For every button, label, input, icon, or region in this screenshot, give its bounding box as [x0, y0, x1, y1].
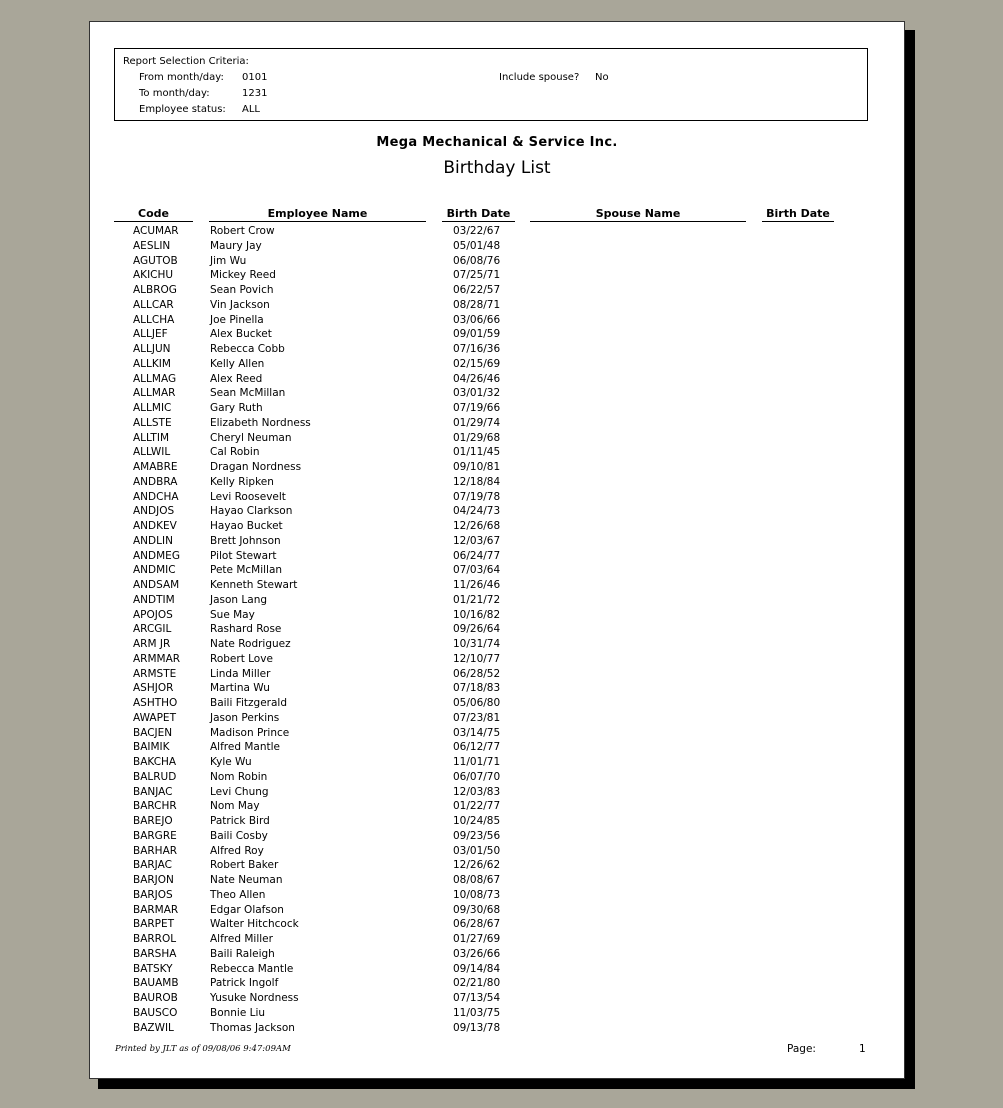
status-value: ALL	[242, 104, 260, 115]
employee-code: ANDBRA	[133, 475, 178, 488]
employee-name: Jim Wu	[210, 254, 247, 267]
employee-code: ARM JR	[133, 638, 171, 650]
employee-birth-date: 05/01/48	[453, 239, 501, 252]
employee-birth-date: 08/08/67	[453, 874, 501, 886]
employee-birth-date: 03/26/66	[453, 947, 501, 960]
employee-code: BAREJO	[133, 815, 173, 827]
employee-code: AKICHU	[133, 269, 174, 282]
employee-birth-date: 12/26/62	[453, 859, 501, 872]
employee-birth-date: 07/19/78	[453, 490, 501, 503]
table-row	[90, 755, 904, 770]
employee-name: Robert Crow	[210, 225, 275, 237]
employee-code: ANDMIC	[133, 564, 176, 577]
employee-birth-date: 04/24/73	[453, 505, 501, 518]
employee-code: ALLJUN	[133, 343, 171, 355]
table-row	[90, 608, 904, 623]
status-label: Employee status:	[139, 104, 226, 115]
employee-birth-date: 07/23/81	[453, 711, 501, 724]
criteria-heading: Report Selection Criteria:	[123, 56, 249, 67]
employee-birth-date: 02/21/80	[453, 977, 501, 990]
table-row	[90, 268, 904, 283]
spouse-value: No	[595, 72, 609, 83]
to-value: 1231	[242, 88, 268, 99]
employee-birth-date: 01/29/68	[453, 431, 501, 444]
employee-code: BARPET	[133, 918, 175, 931]
table-row	[90, 342, 904, 357]
employee-name: Baili Cosby	[210, 829, 268, 842]
employee-birth-date: 01/29/74	[453, 416, 501, 429]
employee-code: AESLIN	[133, 239, 171, 252]
table-row	[90, 578, 904, 593]
table-row	[90, 460, 904, 475]
employee-birth-date: 07/03/64	[453, 564, 501, 577]
table-row	[90, 962, 904, 977]
employee-code: ALBROG	[133, 284, 177, 296]
table-row	[90, 696, 904, 711]
employee-birth-date: 06/08/76	[453, 254, 501, 267]
employee-code: ASHJOR	[133, 682, 174, 695]
employee-name: Alfred Roy	[210, 844, 264, 857]
table-row	[90, 799, 904, 814]
employee-name: Alex Bucket	[210, 328, 272, 341]
employee-birth-date: 06/22/57	[453, 284, 501, 296]
employee-birth-date: 11/26/46	[453, 579, 501, 591]
employee-name: Levi Chung	[210, 785, 269, 798]
employee-birth-date: 07/13/54	[453, 992, 501, 1004]
employee-birth-date: 03/14/75	[453, 726, 501, 739]
employee-name: Jason Lang	[210, 593, 268, 606]
table-row	[90, 416, 904, 431]
employee-code: ANDCHA	[133, 490, 179, 503]
employee-code: ANDSAM	[133, 579, 180, 591]
employee-code: ACUMAR	[133, 225, 179, 237]
employee-name: Kelly Allen	[210, 357, 265, 370]
employee-code: ALLMAR	[133, 387, 176, 400]
table-row	[90, 563, 904, 578]
employee-name: Rebecca Cobb	[210, 343, 285, 355]
table-row	[90, 652, 904, 667]
employee-name: Cheryl Neuman	[210, 431, 292, 444]
table-row	[90, 903, 904, 918]
table-row	[90, 726, 904, 741]
employee-name: Alex Reed	[210, 372, 263, 385]
table-row	[90, 224, 904, 239]
employee-name: Gary Ruth	[210, 402, 263, 414]
employee-name: Maury Jay	[210, 239, 262, 252]
table-row	[90, 534, 904, 549]
employee-code: ARCGIL	[133, 623, 172, 636]
table-row	[90, 991, 904, 1006]
column-header-spouse-birth-date: Birth Date	[762, 207, 834, 222]
table-row	[90, 873, 904, 888]
employee-list	[90, 224, 904, 1035]
employee-code: BACJEN	[133, 726, 173, 739]
employee-birth-date: 06/24/77	[453, 549, 501, 562]
employee-name: Madison Prince	[210, 726, 290, 739]
employee-code: ALLCHA	[133, 313, 175, 326]
employee-name: Vin Jackson	[210, 298, 270, 311]
page-number: 1	[859, 1043, 866, 1055]
table-row	[90, 490, 904, 505]
employee-code: BARJAC	[133, 859, 172, 872]
employee-name: Baili Fitzgerald	[210, 697, 288, 709]
table-row	[90, 637, 904, 652]
table-row	[90, 770, 904, 785]
employee-birth-date: 07/16/36	[453, 343, 501, 355]
table-row	[90, 372, 904, 387]
table-row	[90, 386, 904, 401]
employee-birth-date: 07/18/83	[453, 682, 501, 695]
table-row	[90, 844, 904, 859]
employee-name: Rashard Rose	[210, 623, 282, 636]
from-label: From month/day:	[139, 72, 224, 83]
table-row	[90, 298, 904, 313]
employee-birth-date: 05/06/80	[453, 697, 501, 709]
employee-birth-date: 02/15/69	[453, 357, 501, 370]
employee-code: ALLTIM	[133, 431, 170, 444]
employee-name: Thomas Jackson	[210, 1021, 295, 1034]
report-title: Birthday List	[443, 158, 551, 178]
employee-code: ALLWIL	[133, 446, 171, 459]
employee-code: BARGRE	[133, 829, 177, 842]
employee-code: ARMSTE	[133, 667, 177, 680]
to-label: To month/day:	[139, 88, 210, 99]
table-row	[90, 327, 904, 342]
employee-birth-date: 08/28/71	[453, 298, 501, 311]
employee-birth-date: 09/23/56	[453, 829, 501, 842]
employee-birth-date: 12/26/68	[453, 520, 501, 532]
employee-code: AWAPET	[133, 711, 176, 724]
employee-birth-date: 01/22/77	[453, 800, 501, 813]
employee-name: Hayao Bucket	[210, 520, 283, 532]
column-header-birth-date: Birth Date	[442, 207, 515, 222]
company-name: Mega Mechanical & Service Inc.	[376, 135, 618, 150]
employee-name: Hayao Clarkson	[210, 505, 293, 518]
employee-name: Pete McMillan	[210, 564, 283, 577]
employee-code: BARMAR	[133, 903, 179, 916]
employee-code: BAKCHA	[133, 756, 177, 768]
employee-code: ALLMIC	[133, 402, 172, 414]
employee-code: ALLKIM	[133, 357, 171, 370]
employee-name: Dragan Nordness	[210, 461, 302, 473]
employee-name: Baili Raleigh	[210, 947, 275, 960]
employee-birth-date: 12/10/77	[453, 652, 501, 665]
employee-name: Kenneth Stewart	[210, 579, 298, 591]
table-row	[90, 622, 904, 637]
employee-code: BAUSCO	[133, 1006, 178, 1019]
selection-criteria-box	[114, 48, 868, 121]
employee-code: ALLMAG	[133, 372, 177, 385]
employee-name: Alfred Miller	[210, 933, 273, 945]
table-row	[90, 549, 904, 564]
employee-birth-date: 11/01/71	[453, 756, 501, 768]
table-row	[90, 357, 904, 372]
column-header-code: Code	[114, 207, 193, 222]
employee-name: Linda Miller	[210, 667, 271, 680]
employee-code: ANDTIM	[133, 593, 175, 606]
employee-birth-date: 06/07/70	[453, 770, 501, 783]
table-row	[90, 976, 904, 991]
report-page	[89, 21, 905, 1079]
table-row	[90, 239, 904, 254]
table-row	[90, 313, 904, 328]
employee-name: Theo Allen	[210, 888, 266, 901]
employee-birth-date: 07/25/71	[453, 269, 501, 282]
employee-code: ALLCAR	[133, 298, 174, 311]
employee-birth-date: 12/03/67	[453, 534, 501, 547]
employee-code: BARSHA	[133, 947, 177, 960]
employee-code: BARHAR	[133, 844, 178, 857]
employee-birth-date: 10/16/82	[453, 608, 501, 621]
table-row	[90, 932, 904, 947]
table-row	[90, 858, 904, 873]
employee-name: Sue May	[210, 608, 255, 621]
employee-birth-date: 03/01/50	[453, 844, 501, 857]
table-row	[90, 519, 904, 534]
employee-name: Brett Johnson	[210, 534, 281, 547]
employee-birth-date: 10/31/74	[453, 638, 501, 650]
employee-birth-date: 07/19/66	[453, 402, 501, 414]
employee-birth-date: 09/10/81	[453, 461, 501, 473]
employee-name: Yusuke Nordness	[210, 992, 299, 1004]
employee-name: Nom Robin	[210, 770, 268, 783]
employee-birth-date: 03/06/66	[453, 313, 501, 326]
employee-birth-date: 06/28/52	[453, 667, 501, 680]
employee-code: ANDKEV	[133, 520, 177, 532]
table-row	[90, 504, 904, 519]
employee-birth-date: 06/12/77	[453, 741, 501, 754]
employee-name: Sean McMillan	[210, 387, 286, 400]
employee-birth-date: 09/30/68	[453, 903, 501, 916]
employee-code: BALRUD	[133, 770, 177, 783]
employee-code: ANDLIN	[133, 534, 173, 547]
employee-name: Sean Povich	[210, 284, 274, 296]
table-row	[90, 814, 904, 829]
table-row	[90, 1021, 904, 1036]
table-row	[90, 740, 904, 755]
employee-birth-date: 10/08/73	[453, 888, 501, 901]
employee-code: BARCHR	[133, 800, 177, 813]
employee-code: BANJAC	[133, 785, 173, 798]
employee-code: ASHTHO	[133, 697, 178, 709]
employee-code: ANDMEG	[133, 549, 180, 562]
employee-name: Bonnie Liu	[210, 1006, 266, 1019]
employee-code: ANDJOS	[133, 505, 175, 518]
employee-code: BARJON	[133, 874, 174, 886]
employee-code: BAUAMB	[133, 977, 179, 990]
employee-code: BARROL	[133, 933, 177, 945]
employee-birth-date: 09/01/59	[453, 328, 501, 341]
employee-name: Kelly Ripken	[210, 475, 274, 488]
employee-name: Patrick Bird	[210, 815, 270, 827]
employee-name: Kyle Wu	[210, 756, 252, 768]
printed-by-note: Printed by JLT as of 09/08/06 9:47:09AM	[115, 1044, 291, 1054]
employee-code: AGUTOB	[133, 254, 178, 267]
employee-birth-date: 09/13/78	[453, 1021, 501, 1034]
employee-code: AMABRE	[133, 461, 178, 473]
employee-name: Cal Robin	[210, 446, 260, 459]
employee-name: Levi Roosevelt	[210, 490, 286, 503]
table-row	[90, 947, 904, 962]
employee-name: Nate Rodriguez	[210, 638, 291, 650]
employee-code: BAUROB	[133, 992, 178, 1004]
employee-name: Martina Wu	[210, 682, 270, 695]
employee-birth-date: 01/11/45	[453, 446, 501, 459]
employee-birth-date: 01/21/72	[453, 593, 501, 606]
employee-birth-date: 10/24/85	[453, 815, 501, 827]
employee-name: Alfred Mantle	[210, 741, 280, 754]
employee-birth-date: 09/26/64	[453, 623, 501, 636]
employee-name: Patrick Ingolf	[210, 977, 279, 990]
employee-birth-date: 04/26/46	[453, 372, 501, 385]
table-row	[90, 681, 904, 696]
table-row	[90, 254, 904, 269]
employee-code: ARMMAR	[133, 652, 181, 665]
employee-birth-date: 01/27/69	[453, 933, 501, 945]
employee-name: Edgar Olafson	[210, 903, 284, 916]
table-row	[90, 888, 904, 903]
employee-code: BARJOS	[133, 888, 173, 901]
employee-name: Mickey Reed	[210, 269, 276, 282]
employee-birth-date: 09/14/84	[453, 962, 501, 975]
employee-name: Robert Love	[210, 652, 273, 665]
table-row	[90, 431, 904, 446]
employee-name: Nom May	[210, 800, 260, 813]
table-row	[90, 1006, 904, 1021]
table-row	[90, 593, 904, 608]
employee-code: BAZWIL	[133, 1021, 174, 1034]
table-row	[90, 475, 904, 490]
employee-name: Joe Pinella	[210, 313, 264, 326]
employee-name: Robert Baker	[210, 859, 279, 872]
employee-name: Elizabeth Nordness	[210, 416, 311, 429]
employee-birth-date: 12/18/84	[453, 475, 501, 488]
employee-name: Rebecca Mantle	[210, 962, 294, 975]
table-row	[90, 283, 904, 298]
from-value: 0101	[242, 72, 268, 83]
column-header-employee-name: Employee Name	[209, 207, 426, 222]
employee-code: APOJOS	[133, 608, 173, 621]
table-row	[90, 785, 904, 800]
employee-name: Walter Hitchcock	[210, 918, 299, 931]
employee-name: Pilot Stewart	[210, 549, 277, 562]
spouse-label: Include spouse?	[499, 72, 580, 83]
table-row	[90, 829, 904, 844]
employee-code: BATSKY	[133, 962, 173, 975]
employee-birth-date: 06/28/67	[453, 918, 501, 931]
employee-birth-date: 11/03/75	[453, 1006, 501, 1019]
employee-code: BAIMIK	[133, 741, 170, 754]
table-row	[90, 711, 904, 726]
employee-code: ALLSTE	[133, 416, 172, 429]
employee-name: Nate Neuman	[210, 874, 283, 886]
table-row	[90, 917, 904, 932]
employee-code: ALLJEF	[133, 328, 168, 341]
page-label: Page:	[787, 1043, 816, 1055]
employee-birth-date: 03/01/32	[453, 387, 501, 400]
employee-name: Jason Perkins	[210, 711, 280, 724]
table-row	[90, 667, 904, 682]
employee-birth-date: 12/03/83	[453, 785, 501, 798]
employee-birth-date: 03/22/67	[453, 225, 501, 237]
table-row	[90, 401, 904, 416]
table-row	[90, 445, 904, 460]
column-header-spouse-name: Spouse Name	[530, 207, 746, 222]
